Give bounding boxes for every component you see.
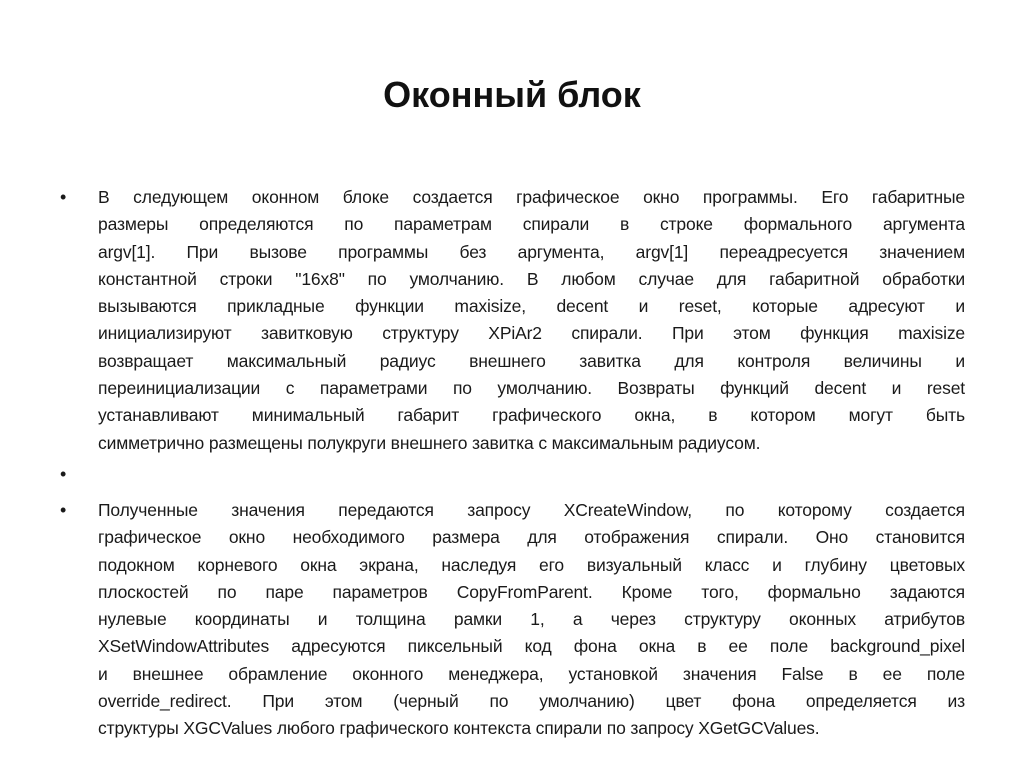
text-line: нулевые координаты и толщина рамки 1, а через структуру оконных атрибутов: [98, 609, 965, 630]
paragraph-text: [98, 184, 965, 457]
text-line: устанавливают минимальный габарит графического окна, в котором могут быть: [98, 405, 965, 426]
text-line: константной строки "16x8" по умолчанию. В любом случае для габаритной обработки: [98, 268, 965, 289]
text-line: Полученные значения передаются запросу XCreateWindow, по которому создается: [98, 500, 965, 520]
text-line: структуры XGCValues любого графического контекста спирали по запросу XGetGCValues.: [98, 718, 820, 739]
text-line: и внешнее обрамление оконного менеджера, установкой значения False в ее поле: [98, 663, 965, 684]
text-line: override_redirect. При этом (черный по умолчанию) цвет фона определяется из: [98, 691, 965, 712]
paragraph-text: [98, 497, 965, 743]
text-line: вызываются прикладные функции maxisize, decent и reset, которые адресуют и: [98, 296, 965, 317]
text-line: возвращает максимальный радиус внешнего завитка для контроля величины и: [98, 350, 965, 371]
bullet-icon: •: [60, 187, 67, 207]
text-line: симметрично размещены полукруги внешнего завитка с максимальным радиусом.: [98, 432, 761, 453]
text-line: argv[1]. При вызове программы без аргумента, argv[1] переадресуется значением: [98, 241, 965, 262]
text-line: переинициализации с параметрами по умолчанию. Возвраты функций decent и reset: [98, 378, 965, 399]
text-line: инициализируют завитковую структуру XPiAr2 спирали. При этом функция maxisize: [98, 323, 965, 344]
bullet-icon: •: [60, 500, 67, 520]
text-line: размеры определяются по параметрам спирали в строке формального аргумента: [98, 214, 965, 235]
text-line: плоскостей по паре параметров CopyFromParent. Кроме того, формально задаются: [98, 581, 965, 602]
text-line: графическое окно необходимого размера для отображения спирали. Оно становится: [98, 527, 965, 548]
text-line: подокном корневого окна экрана, наследуя его визуальный класс и глубину цветовых: [98, 554, 965, 575]
text-line: XSetWindowAttributes адресуются пиксельный код фона окна в ее поле background_pixel: [98, 636, 965, 657]
text-line: В следующем оконном блоке создается графическое окно программы. Его габаритные: [98, 187, 965, 207]
slide-title: Оконный блок: [383, 74, 641, 115]
bullet-icon: •: [60, 464, 67, 484]
